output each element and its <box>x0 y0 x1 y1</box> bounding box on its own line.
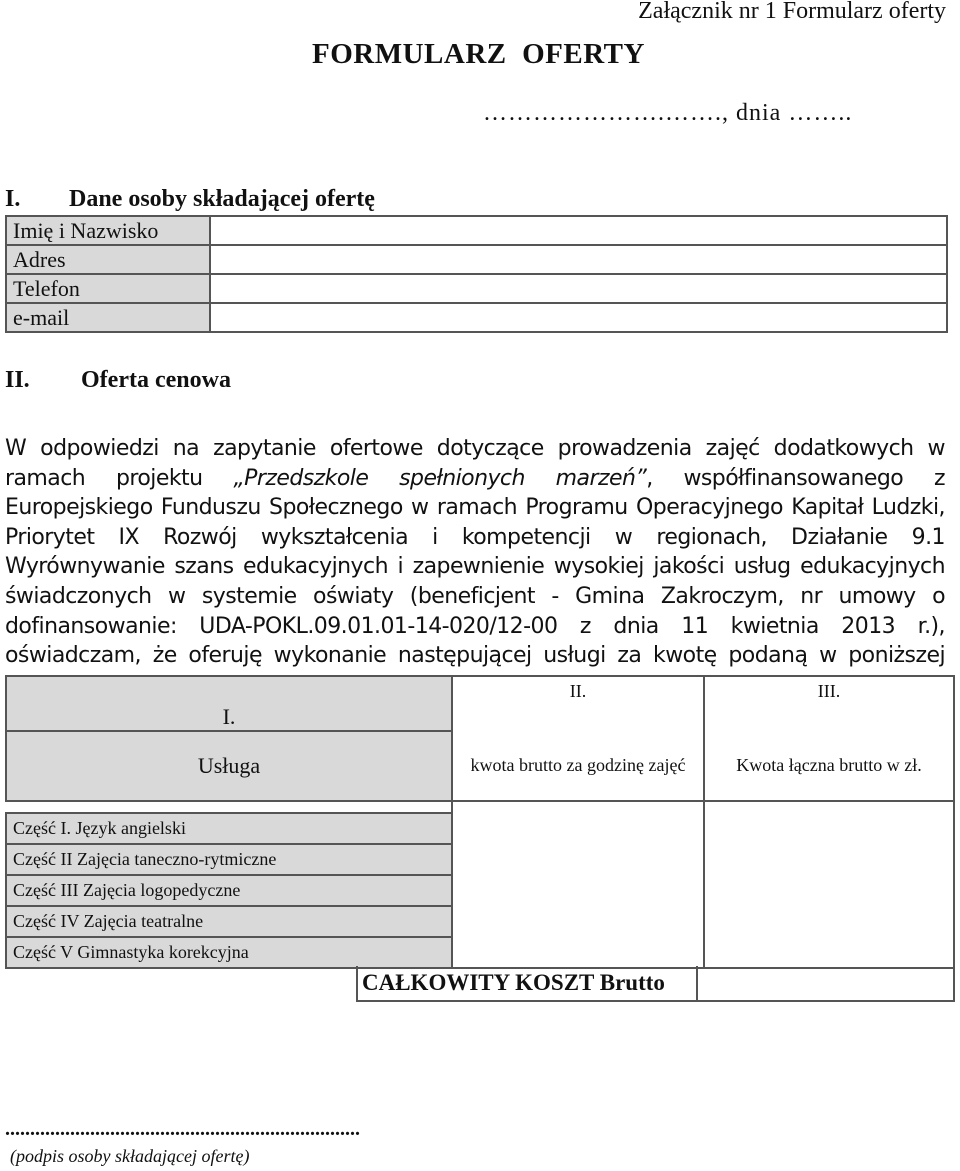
service-row-4: Część IV Zajęcia teatralne <box>6 906 452 937</box>
total-price-cell[interactable] <box>704 844 954 875</box>
service-row-5: Część V Gimnastyka korekcyjna <box>6 937 452 968</box>
hourly-price-cell[interactable] <box>452 844 704 875</box>
table-row <box>6 813 954 844</box>
section-2-number: II. <box>5 367 30 393</box>
header-row <box>6 731 954 801</box>
service-row-2: Część II Zajęcia taneczno-rytmiczne <box>6 844 452 875</box>
field-value-phone[interactable] <box>210 274 947 303</box>
hourly-price-cell[interactable] <box>452 875 704 906</box>
offer-paragraph <box>5 434 945 700</box>
table-row <box>6 844 954 875</box>
total-price-cell[interactable] <box>704 875 954 906</box>
col2-label: kwota brutto za godzinę zajęć <box>452 731 704 801</box>
hourly-price-cell[interactable] <box>452 813 704 844</box>
field-label-email: e-mail <box>6 303 210 332</box>
col1-number: I. <box>6 676 452 731</box>
section-1-title: Dane osoby składającej ofertę <box>69 186 375 212</box>
total-cost-label: CAŁKOWITY KOSZT Brutto <box>362 970 665 995</box>
personal-data-table <box>5 215 948 333</box>
service-row-3: Część III Zajęcia logopedyczne <box>6 875 452 906</box>
section-2-heading <box>5 367 231 394</box>
total-price-cell[interactable] <box>704 906 954 937</box>
table-row <box>6 245 947 274</box>
paragraph-end: , współfinansowanego z Europejskiego Funduszu Społecznego w ramach Programu Operacyjnego Kapitał Ludzki, Priorytet IX Rozwój wykształcenia i kompetencji w regionach, Działanie 9.1 Wyrównywanie szans edukacyjnych i zapewnienie wysokiej jakości usług edukacyjnych świadczonych w systemie oświaty (beneficjent - Gmina Zakroczym, nr umowy o dofinansowanie: UDA-POKL.09.01.01-14-020/12-00 z dnia 11 kwietnia 2013 r.), oświadczam, że oferuję wykonanie następującej usługi za kwotę podaną w poniższej <box>5 465 945 669</box>
field-value-address[interactable] <box>210 245 947 274</box>
section-1-number: I. <box>5 186 21 212</box>
section-2-title: Oferta cenowa <box>81 367 231 393</box>
field-value-name[interactable] <box>210 216 947 245</box>
table-row <box>6 303 947 332</box>
field-label-phone: Telefon <box>6 274 210 303</box>
field-label-name: Imię i Nazwisko <box>6 216 210 245</box>
table-row <box>6 906 954 937</box>
hourly-price-cell[interactable] <box>452 937 704 968</box>
spacer-row <box>6 801 954 813</box>
total-cost-value[interactable] <box>696 966 955 1002</box>
table-row <box>6 216 947 245</box>
project-name: „Przedszkole spełnionych marzeń” <box>233 465 647 491</box>
col3-number: III. <box>704 676 954 731</box>
section-1-heading <box>5 186 375 213</box>
annex-label: Załącznik nr 1 Formularz oferty <box>638 0 946 24</box>
col1-label: Usługa <box>6 731 452 801</box>
table-row <box>6 274 947 303</box>
field-label-address: Adres <box>6 245 210 274</box>
total-price-cell[interactable] <box>704 937 954 968</box>
hourly-price-cell[interactable] <box>452 906 704 937</box>
col3-label: Kwota łączna brutto w zł. <box>704 731 954 801</box>
document-title: FORMULARZ OFERTY <box>312 38 645 70</box>
col2-number: II. <box>452 676 704 731</box>
total-price-cell[interactable] <box>704 813 954 844</box>
field-value-email[interactable] <box>210 303 947 332</box>
table-row <box>6 875 954 906</box>
header-row <box>6 676 954 731</box>
price-table <box>5 675 955 969</box>
paragraph-start: W odpowiedzi na zapytanie ofertowe dotyczące prowadzenia zajęć dodatkowych w ramach projektu <box>5 436 945 491</box>
service-row-1: Część I. Język angielski <box>6 813 452 844</box>
date-line: ………………….……., dnia …….. <box>483 100 853 126</box>
signature-label: (podpis osoby składającej ofertę) <box>10 1146 250 1166</box>
table-row <box>6 937 954 968</box>
signature-line: ....................................................................... <box>5 1118 360 1140</box>
